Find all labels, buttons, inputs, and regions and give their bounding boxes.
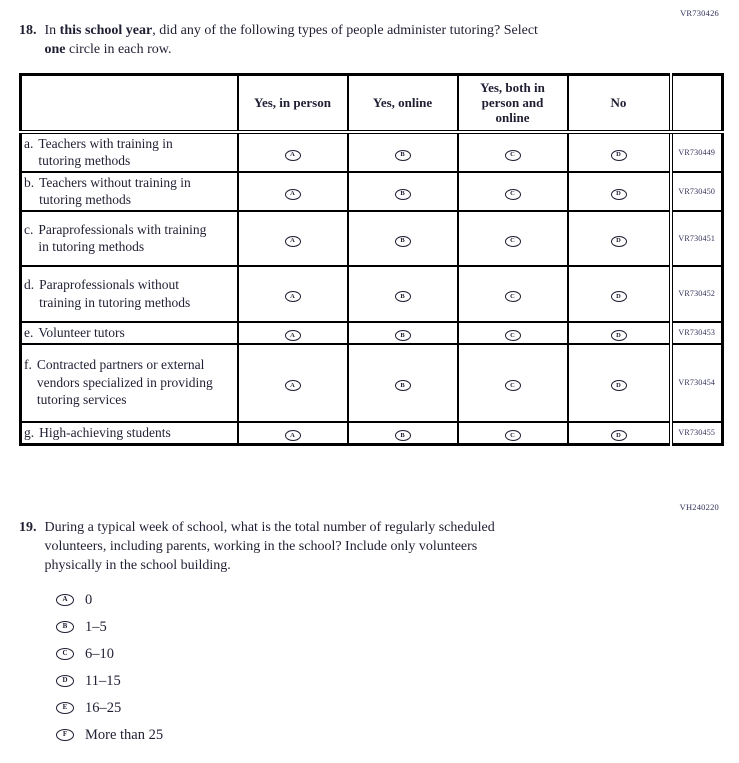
row-text: Volunteer tutors (38, 324, 125, 340)
row-code: VR730452 (671, 266, 723, 322)
answer-cell (458, 422, 568, 445)
table-header-row (21, 75, 723, 132)
row-code: VR730453 (671, 322, 723, 344)
answer-cell (458, 132, 568, 172)
row-letter: b. (24, 174, 35, 190)
table-row-d (21, 266, 723, 322)
option-label: More than 25 (85, 726, 164, 743)
answer-cell (238, 422, 348, 445)
row-code: VR730449 (671, 132, 723, 172)
radio-yes-in-person[interactable]: A (285, 291, 301, 302)
header-code-blank (671, 75, 723, 132)
answer-cell (238, 211, 348, 266)
option-label: 1–5 (85, 618, 107, 635)
answer-cell (458, 172, 568, 211)
radio-yes-both[interactable]: C (505, 236, 521, 247)
option-label: 6–10 (85, 645, 114, 662)
question-19-number: 19. (19, 519, 37, 535)
radio-yes-in-person[interactable]: A (285, 236, 301, 247)
row-label-cell (21, 266, 238, 322)
radio-option-a[interactable]: A (56, 594, 74, 606)
row-letter: e. (24, 324, 34, 340)
radio-yes-in-person[interactable]: A (285, 380, 301, 391)
header-yes-both: Yes, both in person and online (458, 75, 568, 132)
row-text: Paraprofessionals with training in tutoring methods (38, 221, 207, 254)
question-18 (19, 21, 721, 59)
radio-yes-both[interactable]: C (505, 330, 521, 341)
radio-yes-both[interactable]: C (505, 430, 521, 441)
radio-yes-online[interactable]: B (395, 330, 411, 341)
answer-cell (238, 132, 348, 172)
radio-yes-in-person[interactable]: A (285, 430, 301, 441)
row-code: VR730455 (671, 422, 723, 445)
header-blank-stub (21, 75, 238, 132)
row-letter: g. (24, 424, 35, 440)
table-row-g (21, 422, 723, 445)
answer-cell (568, 322, 671, 344)
row-text: Paraprofessionals without training in tutoring methods (39, 277, 191, 310)
radio-no[interactable]: D (611, 291, 627, 302)
q18-text-post: circle in each row. (65, 42, 172, 57)
header-no: No (568, 75, 671, 132)
table-row-c (21, 211, 723, 266)
radio-yes-online[interactable]: B (395, 291, 411, 302)
radio-yes-in-person[interactable]: A (285, 330, 301, 341)
radio-no[interactable]: D (611, 330, 627, 341)
radio-yes-in-person[interactable]: A (285, 189, 301, 200)
row-letter: c. (24, 221, 34, 237)
radio-yes-online[interactable]: B (395, 430, 411, 441)
q18-answer-table (19, 73, 724, 446)
option-16-25 (56, 700, 721, 716)
q19-line-3: physically in the school building. (44, 557, 231, 573)
q18-text-mid: , did any of the following types of people administer tutoring? Select (152, 23, 538, 38)
option-0 (56, 592, 721, 608)
row-label-cell (21, 322, 238, 344)
answer-cell (238, 344, 348, 422)
radio-no[interactable]: D (611, 430, 627, 441)
answer-cell (568, 172, 671, 211)
radio-option-e[interactable]: E (56, 702, 74, 714)
row-text: Teachers with training in tutoring methods (38, 135, 173, 168)
answer-cell (348, 422, 458, 445)
q18-text-bold-school-year: this school year (59, 23, 153, 38)
answer-cell (568, 422, 671, 445)
radio-no[interactable]: D (611, 236, 627, 247)
answer-cell (568, 344, 671, 422)
row-label-cell (21, 172, 238, 211)
answer-cell (348, 211, 458, 266)
row-label-cell (21, 132, 238, 172)
table-row-e (21, 322, 723, 344)
question-18-text (45, 21, 538, 59)
q18-text-pre: In (44, 23, 60, 38)
answer-cell (458, 266, 568, 322)
answer-cell (568, 266, 671, 322)
radio-yes-both[interactable]: C (505, 380, 521, 391)
radio-no[interactable]: D (611, 189, 627, 200)
radio-option-b[interactable]: B (56, 621, 74, 633)
row-code: VR730454 (671, 344, 723, 422)
row-code: VR730450 (671, 172, 723, 211)
answer-cell (238, 172, 348, 211)
answer-cell (348, 132, 458, 172)
q19-form-code: VH240220 (679, 501, 719, 512)
answer-cell (348, 172, 458, 211)
option-1-5 (56, 619, 721, 635)
question-19-text (45, 518, 495, 575)
row-letter: a. (24, 135, 34, 151)
q19-line-1: During a typical week of school, what is the total number of regularly scheduled (44, 519, 495, 535)
answer-cell (568, 132, 671, 172)
option-6-10 (56, 646, 721, 662)
answer-cell (348, 322, 458, 344)
radio-yes-in-person[interactable]: A (285, 150, 301, 161)
row-text: High-achieving students (39, 424, 171, 440)
answer-cell (458, 211, 568, 266)
radio-yes-online[interactable]: B (395, 380, 411, 391)
header-yes-in-person: Yes, in person (238, 75, 348, 132)
radio-option-d[interactable]: D (56, 675, 74, 687)
row-label-cell (21, 211, 238, 266)
answer-cell (568, 211, 671, 266)
question-19 (19, 518, 721, 575)
row-text: Teachers without training in tutoring methods (39, 174, 191, 207)
row-code: VR730451 (671, 211, 723, 266)
q18-text-bold-one: one (44, 42, 66, 57)
answer-cell (348, 266, 458, 322)
q18-form-code: VR730426 (680, 8, 719, 18)
radio-yes-both[interactable]: C (505, 291, 521, 302)
answer-cell (238, 266, 348, 322)
radio-yes-both[interactable]: C (505, 150, 521, 161)
option-label: 16–25 (85, 699, 122, 716)
row-label-cell (21, 344, 238, 422)
question-18-number: 18. (19, 23, 37, 38)
option-more-than-25 (56, 727, 721, 743)
row-letter: d. (24, 277, 35, 292)
radio-option-f[interactable]: F (56, 729, 74, 741)
answer-cell (238, 322, 348, 344)
q19-options (56, 592, 721, 743)
radio-no[interactable]: D (611, 380, 627, 391)
q19-line-2: volunteers, including parents, working in the school? Include only volunteers (44, 538, 478, 554)
option-label: 0 (85, 591, 93, 608)
radio-yes-online[interactable]: B (395, 189, 411, 200)
option-label: 11–15 (85, 672, 121, 689)
answer-cell (458, 344, 568, 422)
table-row-a (21, 132, 723, 172)
table-row-b (21, 172, 723, 211)
table-row-f (21, 344, 723, 422)
option-11-15 (56, 673, 721, 689)
radio-yes-online[interactable]: B (395, 236, 411, 247)
row-text: Contracted partners or external vendors specialized in providing tutoring services (36, 357, 213, 408)
radio-yes-both[interactable]: C (505, 189, 521, 200)
answer-cell (348, 344, 458, 422)
answer-cell (458, 322, 568, 344)
radio-yes-online[interactable]: B (395, 150, 411, 161)
row-label-cell (21, 422, 238, 445)
header-yes-online: Yes, online (348, 75, 458, 132)
radio-option-c[interactable]: C (56, 648, 74, 660)
row-letter: f. (24, 357, 32, 373)
radio-no[interactable]: D (611, 150, 627, 161)
